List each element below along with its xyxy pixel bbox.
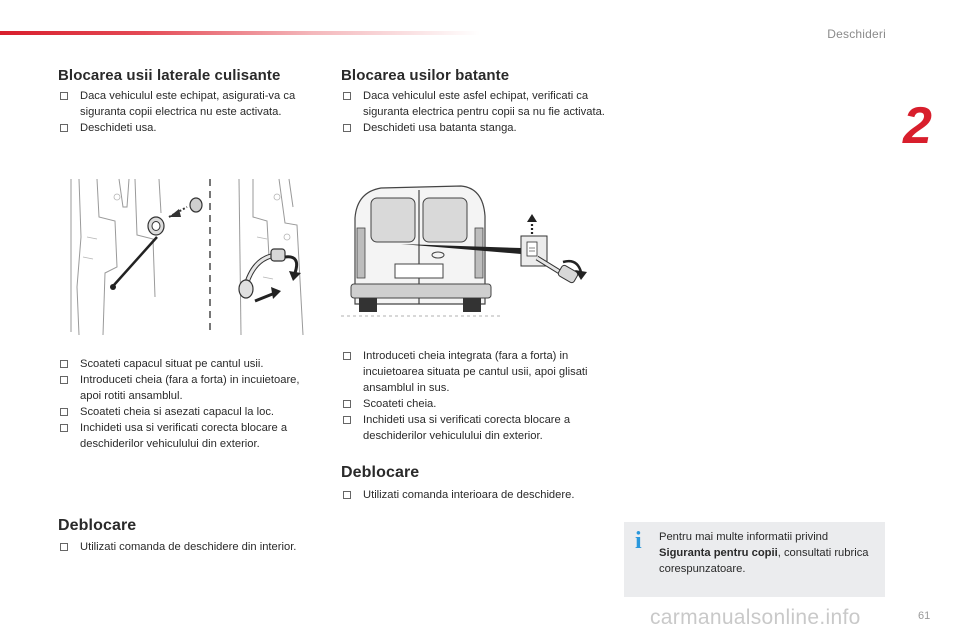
bullet-box-icon <box>60 92 68 100</box>
list-item: Deschideti usa batanta stanga. <box>341 120 611 136</box>
chapter-number: 2 <box>903 97 932 155</box>
bullet-box-icon <box>60 360 68 368</box>
right-unlock-heading: Deblocare <box>341 464 420 481</box>
list-item: Introduceti cheia integrata (fara a forta) in incuietoarea situata pe cantul usii, apoi glisati ansamblul in sus. <box>341 348 611 396</box>
page-number: 61 <box>918 610 931 622</box>
list-item: Inchideti usa si verificati corecta blocare a deschiderilor vehiculului din exterior. <box>341 412 611 444</box>
left-steps-list <box>58 356 323 452</box>
bullet-box-icon <box>343 400 351 408</box>
list-item: Utilizati comanda de deschidere din interior. <box>58 539 323 555</box>
list-item: Daca vehiculul este echipat, asigurati-va ca siguranta copii electrica nu este activata. <box>58 88 323 120</box>
bullet-box-icon <box>343 491 351 499</box>
info-icon: i <box>635 528 642 554</box>
list-item: Utilizati comanda interioara de deschidere. <box>341 487 621 503</box>
rear-door-lock-figure <box>341 178 603 330</box>
bullet-box-icon <box>60 408 68 416</box>
right-unlock-list <box>341 487 621 503</box>
list-item: Daca vehiculul este asfel echipat, verificati ca siguranta electrica pentru copii sa nu fie activata. <box>341 88 611 120</box>
section-title: Deschideri <box>827 27 886 41</box>
bullet-box-icon <box>343 416 351 424</box>
list-item: Scoateti cheia si asezati capacul la loc. <box>58 404 323 420</box>
info-note-text: Pentru mai multe informatii privind Siguranta pentru copii, consultati rubrica corespunzatoare. <box>659 531 869 575</box>
list-item: Inchideti usa si verificati corecta blocare a deschiderilor vehiculului din exterior. <box>58 420 323 452</box>
info-note-link-text: Siguranta pentru copii <box>659 547 778 559</box>
list-item: Introduceti cheia (fara a forta) in incuietoare, apoi rotiti ansamblul. <box>58 372 323 404</box>
left-unlock-heading: Deblocare <box>58 517 137 534</box>
bullet-box-icon <box>343 92 351 100</box>
left-heading: Blocarea usii laterale culisante <box>58 67 281 84</box>
list-item: Scoateti capacul situat pe cantul usii. <box>58 356 323 372</box>
right-steps-list <box>341 348 611 444</box>
left-unlock-list <box>58 539 323 555</box>
list-item: Deschideti usa. <box>58 120 323 136</box>
sliding-door-lock-figure <box>57 177 315 337</box>
bullet-box-icon <box>60 124 68 132</box>
bullet-box-icon <box>60 424 68 432</box>
bullet-box-icon <box>343 352 351 360</box>
left-intro-list <box>58 88 323 136</box>
bullet-box-icon <box>60 376 68 384</box>
watermark: carmanualsonline.info <box>650 606 861 629</box>
list-item: Scoateti cheia. <box>341 396 611 412</box>
right-heading: Blocarea usilor batante <box>341 67 510 84</box>
header-accent-bar <box>0 31 480 35</box>
bullet-box-icon <box>343 124 351 132</box>
info-note-box <box>624 522 885 597</box>
right-intro-list <box>341 88 611 136</box>
bullet-box-icon <box>60 543 68 551</box>
